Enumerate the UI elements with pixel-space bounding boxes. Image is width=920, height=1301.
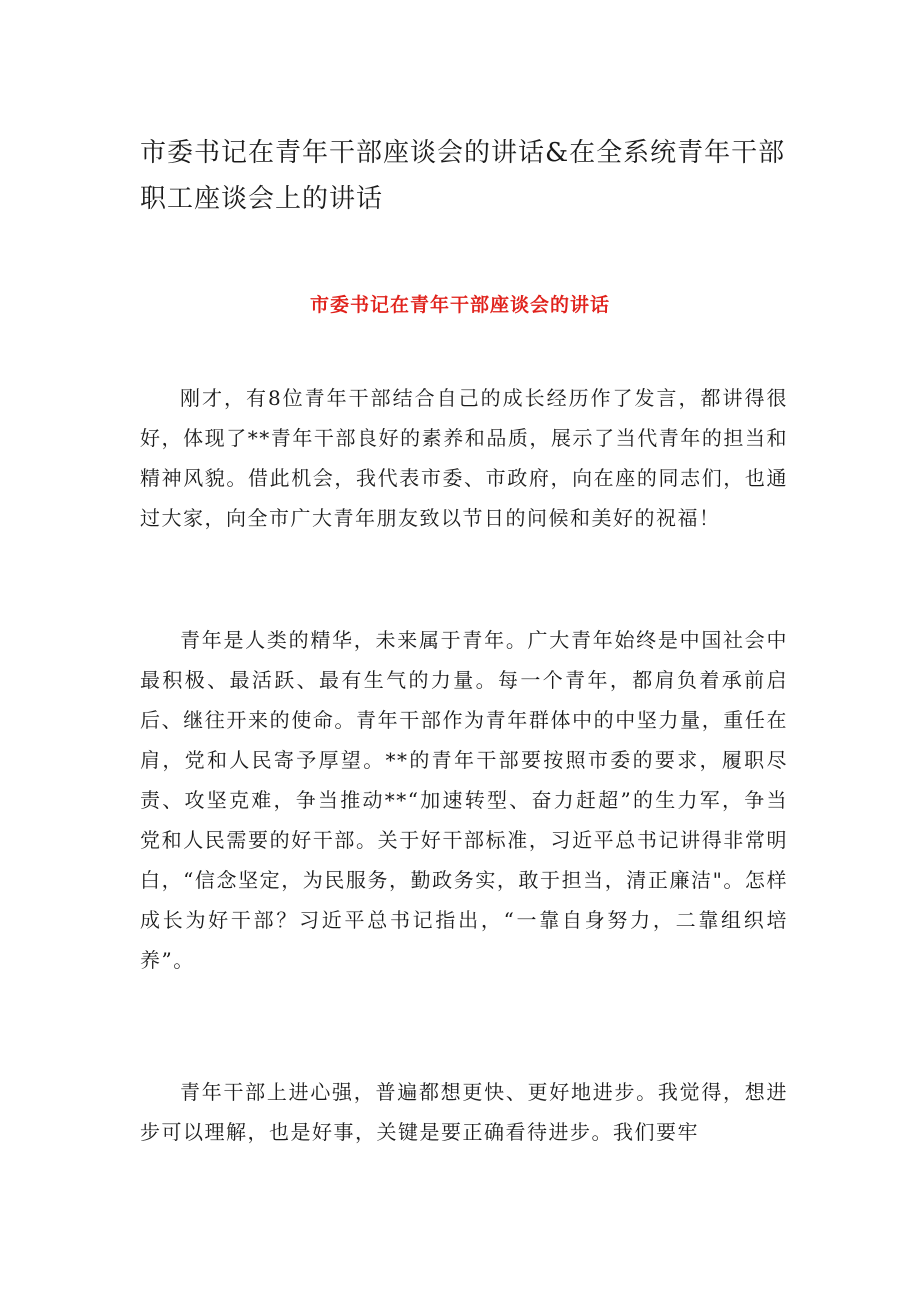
document-title: 市委书记在青年干部座谈会的讲话&在全系统青年干部职工座谈会上的讲话 — [140, 138, 786, 214]
paragraph-3: 青年干部上进心强，普遍都想更快、更好地进步。我觉得，想进步可以理解，也是好事，关键是要正确看待进步。我们要牢 — [140, 1080, 788, 1144]
paragraph-2: 青年是人类的精华，未来属于青年。广大青年始终是中国社会中最积极、最活跃、最有生气的力量。每一个青年，都肩负着承前启后、继往开来的使命。青年干部作为青年群体中的中坚力量，重任在肩，党和人民寄予厚望。**的青年干部要按照市委的要求，履职尽责、攻坚克难，争当推动**“加速转型、奋力赶超”的生力军，争当党和人民需要的好干部。关于好干部标准，习近平总书记讲得非常明白，“信念坚定，为民服务，勤政务实，敢于担当，清正廉洁"。怎样成长为好干部？习近平总书记指出，“一靠自身努力，二靠组织培养”。 — [140, 628, 788, 972]
section-heading: 市委书记在青年干部座谈会的讲话 — [309, 294, 610, 316]
paragraph-1: 刚才，有8位青年干部结合自己的成长经历作了发言，都讲得很好，体现了**青年干部良好的素养和品质，展示了当代青年的担当和精神风貌。借此机会，我代表市委、市政府，向在座的同志们，也通过大家，向全市广大青年朋友致以节日的问候和美好的祝福！ — [140, 386, 788, 530]
